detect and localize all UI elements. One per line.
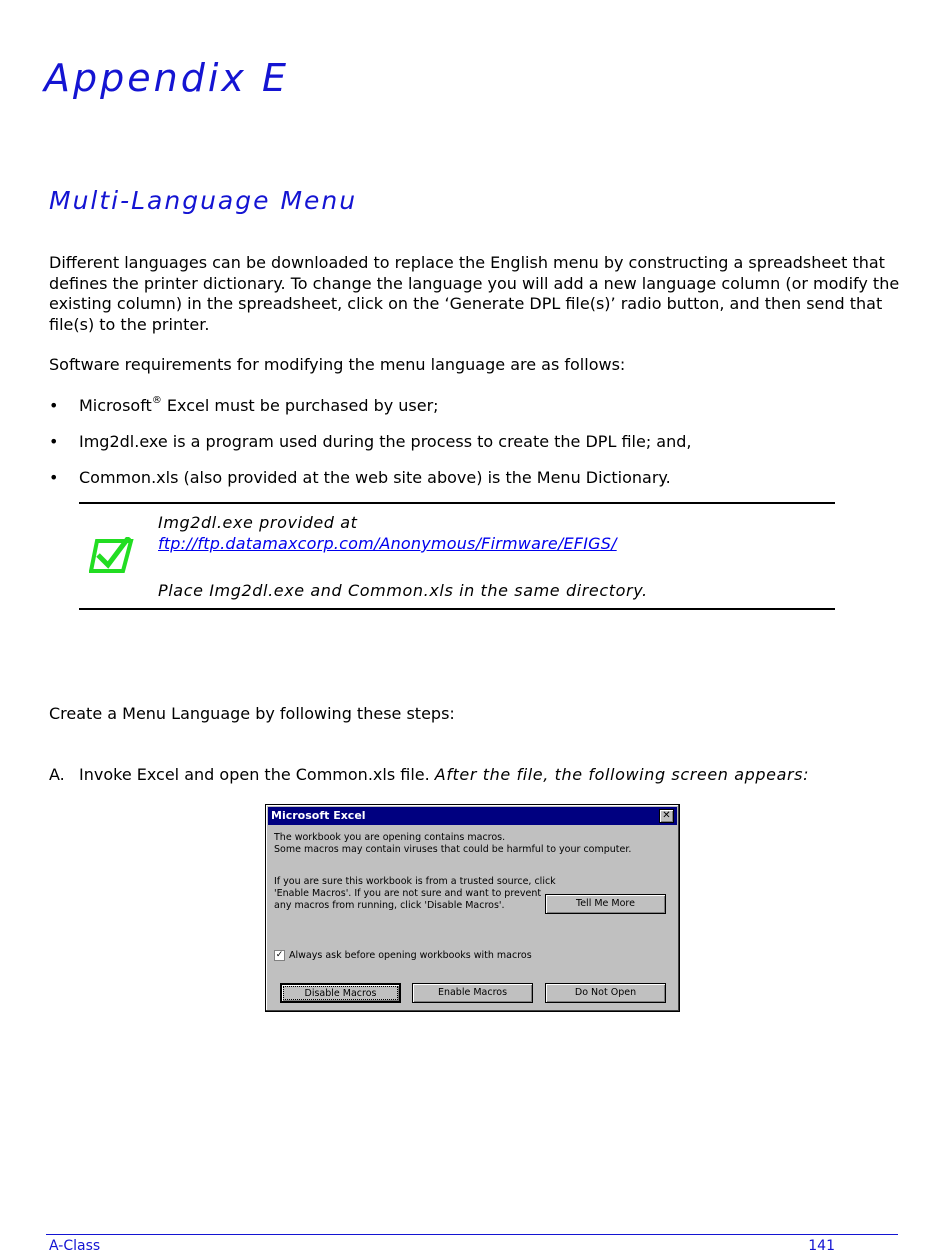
always-ask-label[interactable]: Always ask before opening workbooks with macros bbox=[289, 950, 532, 961]
note-top-rule bbox=[79, 502, 835, 504]
step-text bbox=[79, 765, 809, 784]
close-icon[interactable]: ✕ bbox=[659, 809, 674, 823]
appendix-title: Appendix E bbox=[44, 56, 289, 100]
dialog-titlebar bbox=[268, 807, 677, 825]
page-number: 141 bbox=[808, 1238, 835, 1254]
bullet-text-post: Excel must be purchased by user; bbox=[161, 396, 439, 415]
dialog-title: Microsoft Excel bbox=[271, 809, 366, 822]
bullet-dot: • bbox=[49, 396, 59, 415]
note-text: Img2dl.exe provided at bbox=[158, 513, 358, 532]
intro-paragraph: Different languages can be downloaded to replace the English menu by constructing a spreadsheet that defines the printer dictionary. To change the language you will add a new language column (or modify the existing column) in the spreadsheet, click on the ‘Generate DPL file(s)’ radio button, and then send that file(s) to the printer. bbox=[49, 253, 900, 334]
dialog-message: Some macros may contain viruses that could be harmful to your computer. bbox=[274, 844, 632, 855]
dialog-message: The workbook you are opening contains macros. bbox=[274, 832, 506, 843]
bullet-text: Img2dl.exe is a program used during the process to create the DPL file; and, bbox=[79, 432, 692, 451]
ftp-link[interactable]: ftp://ftp.datamaxcorp.com/Anonymous/Firmware/EFIGS/ bbox=[158, 534, 617, 553]
registered-mark: ® bbox=[151, 394, 162, 406]
bullet-dot: • bbox=[49, 468, 59, 487]
section-title: Multi-Language Menu bbox=[49, 186, 358, 215]
footer-product: A-Class bbox=[49, 1238, 101, 1254]
bullet-text: Common.xls (also provided at the web site above) is the Menu Dictionary. bbox=[79, 468, 671, 487]
step-letter: A. bbox=[49, 765, 65, 784]
checkmark-note-icon bbox=[89, 537, 135, 575]
footer-rule bbox=[46, 1234, 898, 1235]
dialog-message: If you are sure this workbook is from a trusted source, click bbox=[274, 876, 556, 887]
excel-macro-dialog bbox=[265, 804, 680, 1012]
bullet-text-pre: Microsoft bbox=[79, 396, 152, 415]
disable-macros-button[interactable]: Disable Macros bbox=[280, 983, 401, 1003]
dialog-message: any macros from running, click 'Disable Macros'. bbox=[274, 900, 505, 911]
do-not-open-button[interactable]: Do Not Open bbox=[545, 983, 666, 1003]
dialog-message: 'Enable Macros'. If you are not sure and want to prevent bbox=[274, 888, 542, 899]
always-ask-checkbox[interactable]: ✓ bbox=[275, 950, 284, 960]
step-text-main: Invoke Excel and open the Common.xls file. bbox=[79, 765, 435, 784]
tell-me-more-button[interactable]: Tell Me More bbox=[545, 894, 666, 914]
step-text-italic: After the file, the following screen appears: bbox=[434, 765, 810, 784]
enable-macros-button[interactable]: Enable Macros bbox=[412, 983, 533, 1003]
steps-intro: Create a Menu Language by following these steps: bbox=[49, 704, 455, 723]
note-bottom-rule bbox=[79, 608, 835, 610]
bullet-dot: • bbox=[49, 432, 59, 451]
requirements-intro: Software requirements for modifying the menu language are as follows: bbox=[49, 355, 626, 374]
note-text: Place Img2dl.exe and Common.xls in the same directory. bbox=[158, 581, 648, 600]
bullet-text bbox=[79, 396, 439, 416]
